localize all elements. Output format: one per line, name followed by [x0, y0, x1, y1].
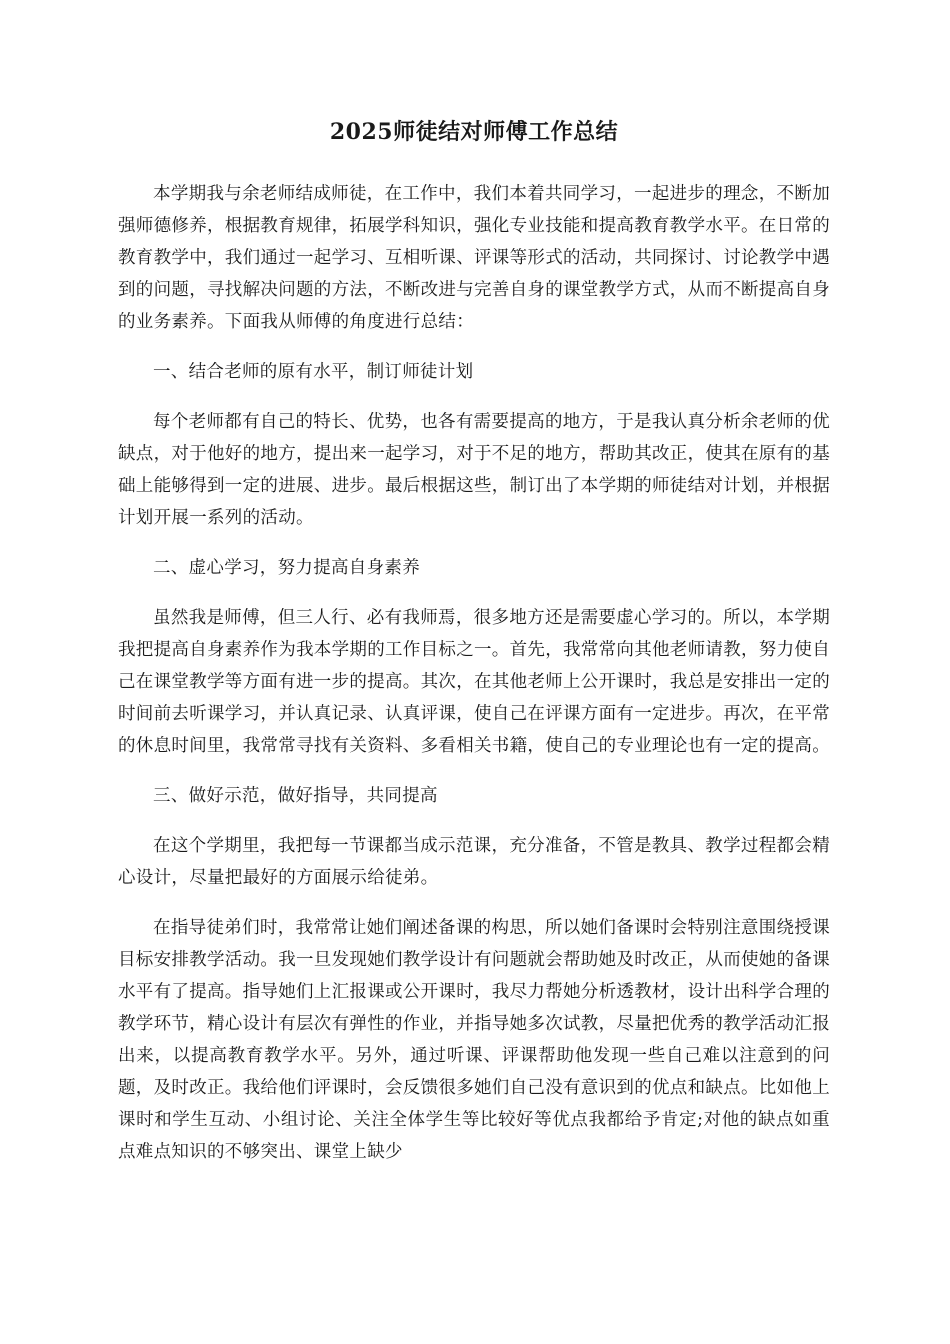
section-heading-2: 二、虚心学习，努力提高自身素养 — [153, 558, 420, 578]
document-page — [118, 112, 830, 1186]
section-3-paragraph-2: 在指导徒弟们时，我常常让她们阐述备课的构思，所以她们备课时会特别注意围绕授课目标安排教学活动。我一旦发现她们教学设计有问题就会帮助她及时改正，从而使她的备课水平有了提高。指导她们上汇报课或公开课时，我尽力帮她分析透教材，设计出科学合理的教学环节，精心设计有层次有弹性的作业，并指导她多次试教，尽量把优秀的教学活动汇报出来，以提高教育教学水平。另外，通过听课、评课帮助他发现一些自己难以注意到的问题，及时改正。我给他们评课时，会反馈很多她们自己没有意识到的优点和缺点。比如他上课时和学生互动、小组讨论、关注全体学生等比较好等优点我都给予肯定;对他的缺点如重点难点知识的不够突出、课堂上缺少 — [118, 918, 830, 1162]
section-heading-1: 一、结合老师的原有水平，制订师徒计划 — [153, 362, 474, 382]
section-3-paragraph-1: 在这个学期里，我把每一节课都当成示范课，充分准备，不管是教具、教学过程都会精心设计，尽量把最好的方面展示给徒弟。 — [118, 836, 830, 888]
section-2-paragraph: 虽然我是师傅，但三人行、必有我师焉，很多地方还是需要虚心学习的。所以，本学期我把提高自身素养作为我本学期的工作目标之一。首先，我常常向其他老师请教，努力使自己在课堂教学等方面有进一步的提高。其次，在其他老师上公开课时，我总是安排出一定的时间前去听课学习，并认真记录、认真评课，使自己在评课方面有一定进步。再次，在平常的休息时间里，我常常寻找有关资料、多看相关书籍，使自己的专业理论也有一定的提高。 — [118, 608, 830, 756]
section-heading-3: 三、做好示范，做好指导，共同提高 — [153, 786, 438, 806]
document-title: 2025师徒结对师傅工作总结 — [329, 119, 619, 145]
section-1-paragraph: 每个老师都有自己的特长、优势，也各有需要提高的地方，于是我认真分析余老师的优缺点，对于他好的地方，提出来一起学习，对于不足的地方，帮助其改正，使其在原有的基础上能够得到一定的进展、进步。最后根据这些，制订出了本学期的师徒结对计划，并根据计划开展一系列的活动。 — [118, 412, 830, 528]
intro-paragraph: 本学期我与余老师结成师徒，在工作中，我们本着共同学习，一起进步的理念，不断加强师德修养，根据教育规律，拓展学科知识，强化专业技能和提高教育教学水平。在日常的教育教学中，我们通过一起学习、互相听课、评课等形式的活动，共同探讨、讨论教学中遇到的问题，寻找解决问题的方法，不断改进与完善自身的课堂教学方式，从而不断提高自身的业务素养。下面我从师傅的角度进行总结： — [118, 184, 830, 332]
